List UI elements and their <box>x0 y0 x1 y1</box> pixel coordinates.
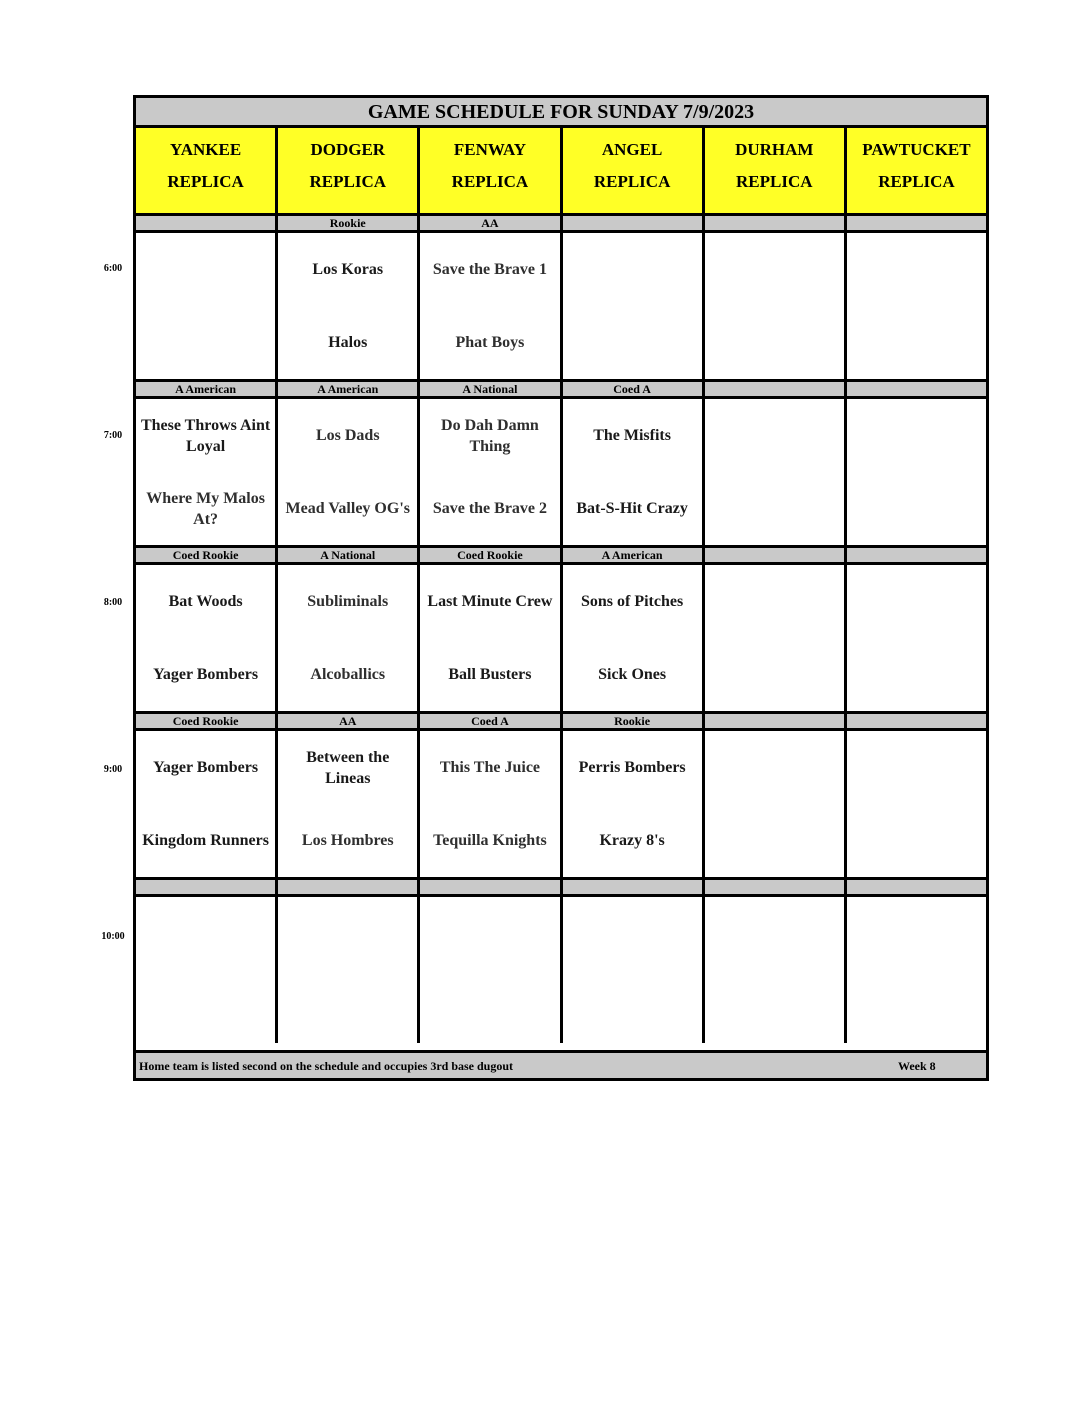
games-row <box>136 233 986 379</box>
away-team: Los Koras <box>312 261 384 278</box>
division-label <box>705 548 847 562</box>
home-team <box>420 970 559 1043</box>
division-label: Coed Rookie <box>420 548 562 562</box>
home-team: Los Hombres <box>301 832 394 849</box>
games-row <box>136 731 986 877</box>
away-team <box>563 233 702 306</box>
division-label: AA <box>278 714 420 728</box>
home-team: Alcoballics <box>310 666 386 683</box>
away-team <box>705 233 844 306</box>
home-team: Sick Ones <box>598 666 667 683</box>
field-sub: REPLICA <box>736 172 813 191</box>
division-label: A National <box>278 548 420 562</box>
away-team <box>847 565 986 638</box>
home-team <box>847 970 986 1043</box>
away-team <box>278 897 417 970</box>
home-team <box>136 970 275 1043</box>
home-team <box>705 804 844 877</box>
field-dodger <box>278 128 420 213</box>
division-label: Rookie <box>278 216 420 230</box>
field-sub: REPLICA <box>593 172 671 191</box>
home-team: Where My Malos At? <box>146 489 265 528</box>
game-cell <box>847 897 986 1043</box>
game-cell <box>847 399 986 545</box>
game-cell <box>136 897 278 1043</box>
away-team <box>705 399 844 472</box>
game-cell <box>136 731 278 877</box>
division-label: Coed Rookie <box>136 548 278 562</box>
home-team <box>278 970 417 1043</box>
division-row <box>136 545 986 565</box>
division-label: Coed A <box>420 714 562 728</box>
home-team: Bat-S-Hit Crazy <box>576 500 688 517</box>
division-label <box>847 382 986 396</box>
away-team <box>136 233 275 306</box>
game-cell <box>278 565 420 711</box>
home-team <box>705 638 844 711</box>
away-team: These Throws Aint Loyal <box>140 416 271 455</box>
away-team: Sons of Pitches <box>580 593 684 610</box>
field-name: FENWAY <box>453 140 526 159</box>
game-cell <box>278 399 420 545</box>
time-label: 9:00 <box>103 764 123 775</box>
away-team <box>136 897 275 970</box>
division-row <box>136 711 986 731</box>
away-team <box>705 897 844 970</box>
division-label: A American <box>136 382 278 396</box>
game-cell <box>705 731 847 877</box>
away-team <box>705 731 844 804</box>
home-team <box>705 306 844 379</box>
field-sub: REPLICA <box>167 172 244 191</box>
game-cell <box>420 565 562 711</box>
division-row <box>136 379 986 399</box>
game-cell <box>563 897 705 1043</box>
time-slot-block <box>136 379 986 545</box>
games-row <box>136 897 986 1043</box>
home-team: Krazy 8's <box>599 832 665 849</box>
time-label: 10:00 <box>101 931 125 942</box>
away-team: This The Juice <box>439 759 541 776</box>
home-team: Tequilla Knights <box>433 832 547 849</box>
game-cell <box>136 233 278 379</box>
game-cell <box>278 731 420 877</box>
home-team <box>847 306 986 379</box>
away-team <box>847 731 986 804</box>
division-label <box>136 880 278 894</box>
division-label: A American <box>278 382 420 396</box>
away-team <box>705 565 844 638</box>
division-label <box>420 880 562 894</box>
game-cell <box>705 897 847 1043</box>
division-label: Coed A <box>563 382 705 396</box>
home-team: Save the Brave 2 <box>432 500 548 517</box>
time-label: 8:00 <box>103 597 123 608</box>
games-row <box>136 399 986 545</box>
away-team: Yager Bombers <box>153 759 259 776</box>
home-team: Kingdom Runners <box>142 832 269 849</box>
away-team <box>563 897 702 970</box>
away-team: Last Minute Crew <box>427 593 553 610</box>
away-team <box>847 233 986 306</box>
division-label <box>705 216 847 230</box>
away-team: Between the Lineas <box>306 748 390 787</box>
field-name: DODGER <box>310 140 386 159</box>
game-cell <box>705 399 847 545</box>
away-team: Save the Brave 1 <box>432 261 548 278</box>
field-durham <box>705 128 847 213</box>
field-header-row <box>136 128 986 213</box>
home-team <box>847 804 986 877</box>
away-team <box>420 897 559 970</box>
home-team-note: Home team is listed second on the schedule and occupies 3rd base dugout <box>139 1059 514 1073</box>
game-cell <box>136 399 278 545</box>
division-label: A American <box>563 548 705 562</box>
field-sub: REPLICA <box>309 172 387 191</box>
week-label: Week 8 <box>898 1059 936 1073</box>
home-team: Halos <box>328 334 368 351</box>
field-sub: REPLICA <box>451 172 529 191</box>
game-cell <box>563 731 705 877</box>
game-cell <box>563 565 705 711</box>
division-label <box>705 880 847 894</box>
division-label <box>136 216 278 230</box>
home-team <box>563 306 702 379</box>
game-cell <box>420 233 562 379</box>
game-cell <box>705 565 847 711</box>
time-label: 6:00 <box>103 263 123 274</box>
home-team <box>847 638 986 711</box>
home-team: Yager Bombers <box>153 666 259 683</box>
division-label <box>705 382 847 396</box>
field-name: DURHAM <box>735 140 814 159</box>
home-team: Mead Valley OG's <box>285 500 410 517</box>
home-team <box>847 472 986 545</box>
game-cell <box>847 565 986 711</box>
field-name: ANGEL <box>601 140 663 159</box>
field-pawtucket <box>847 128 986 213</box>
division-label <box>847 714 986 728</box>
time-label: 7:00 <box>103 430 123 441</box>
home-team <box>136 306 275 379</box>
game-cell <box>563 399 705 545</box>
division-label <box>705 714 847 728</box>
time-slot-block <box>136 545 986 711</box>
home-team: Ball Busters <box>448 666 532 683</box>
game-cell <box>847 233 986 379</box>
away-team <box>847 897 986 970</box>
schedule-title: GAME SCHEDULE FOR SUNDAY 7/9/2023 <box>136 98 986 128</box>
division-label: Coed Rookie <box>136 714 278 728</box>
away-team <box>847 399 986 472</box>
game-cell <box>847 731 986 877</box>
time-slot-block <box>136 711 986 877</box>
game-cell <box>705 233 847 379</box>
field-name: YANKEE <box>170 140 242 159</box>
home-team <box>705 970 844 1043</box>
away-team: The Misfits <box>593 427 671 444</box>
game-cell <box>420 399 562 545</box>
home-team <box>705 472 844 545</box>
division-label <box>847 216 986 230</box>
division-label <box>847 548 986 562</box>
game-cell <box>420 897 562 1043</box>
schedule-sheet <box>133 95 989 1081</box>
away-team: Bat Woods <box>168 593 243 610</box>
field-fenway <box>420 128 562 213</box>
field-sub: REPLICA <box>878 172 955 191</box>
game-cell <box>136 565 278 711</box>
home-team <box>563 970 702 1043</box>
schedule-footer <box>136 1050 986 1078</box>
division-label <box>847 880 986 894</box>
division-row <box>136 877 986 897</box>
division-label: A National <box>420 382 562 396</box>
away-team: Los Dads <box>315 427 380 444</box>
away-team: Perris Bombers <box>578 759 686 776</box>
games-row <box>136 565 986 711</box>
division-label <box>563 216 705 230</box>
division-label <box>278 880 420 894</box>
away-team: Subliminals <box>307 593 389 610</box>
game-cell <box>420 731 562 877</box>
division-label <box>563 880 705 894</box>
time-slot-block <box>136 877 986 1043</box>
home-team: Phat Boys <box>455 334 525 351</box>
field-yankee <box>136 128 278 213</box>
game-cell <box>563 233 705 379</box>
game-cell <box>278 233 420 379</box>
away-team: Do Dah Damn Thing <box>441 416 539 455</box>
game-cell <box>278 897 420 1043</box>
division-label: AA <box>420 216 562 230</box>
field-angel <box>563 128 705 213</box>
time-slot-block <box>136 213 986 379</box>
field-name: PAWTUCKET <box>862 140 971 159</box>
division-row <box>136 213 986 233</box>
division-label: Rookie <box>563 714 705 728</box>
